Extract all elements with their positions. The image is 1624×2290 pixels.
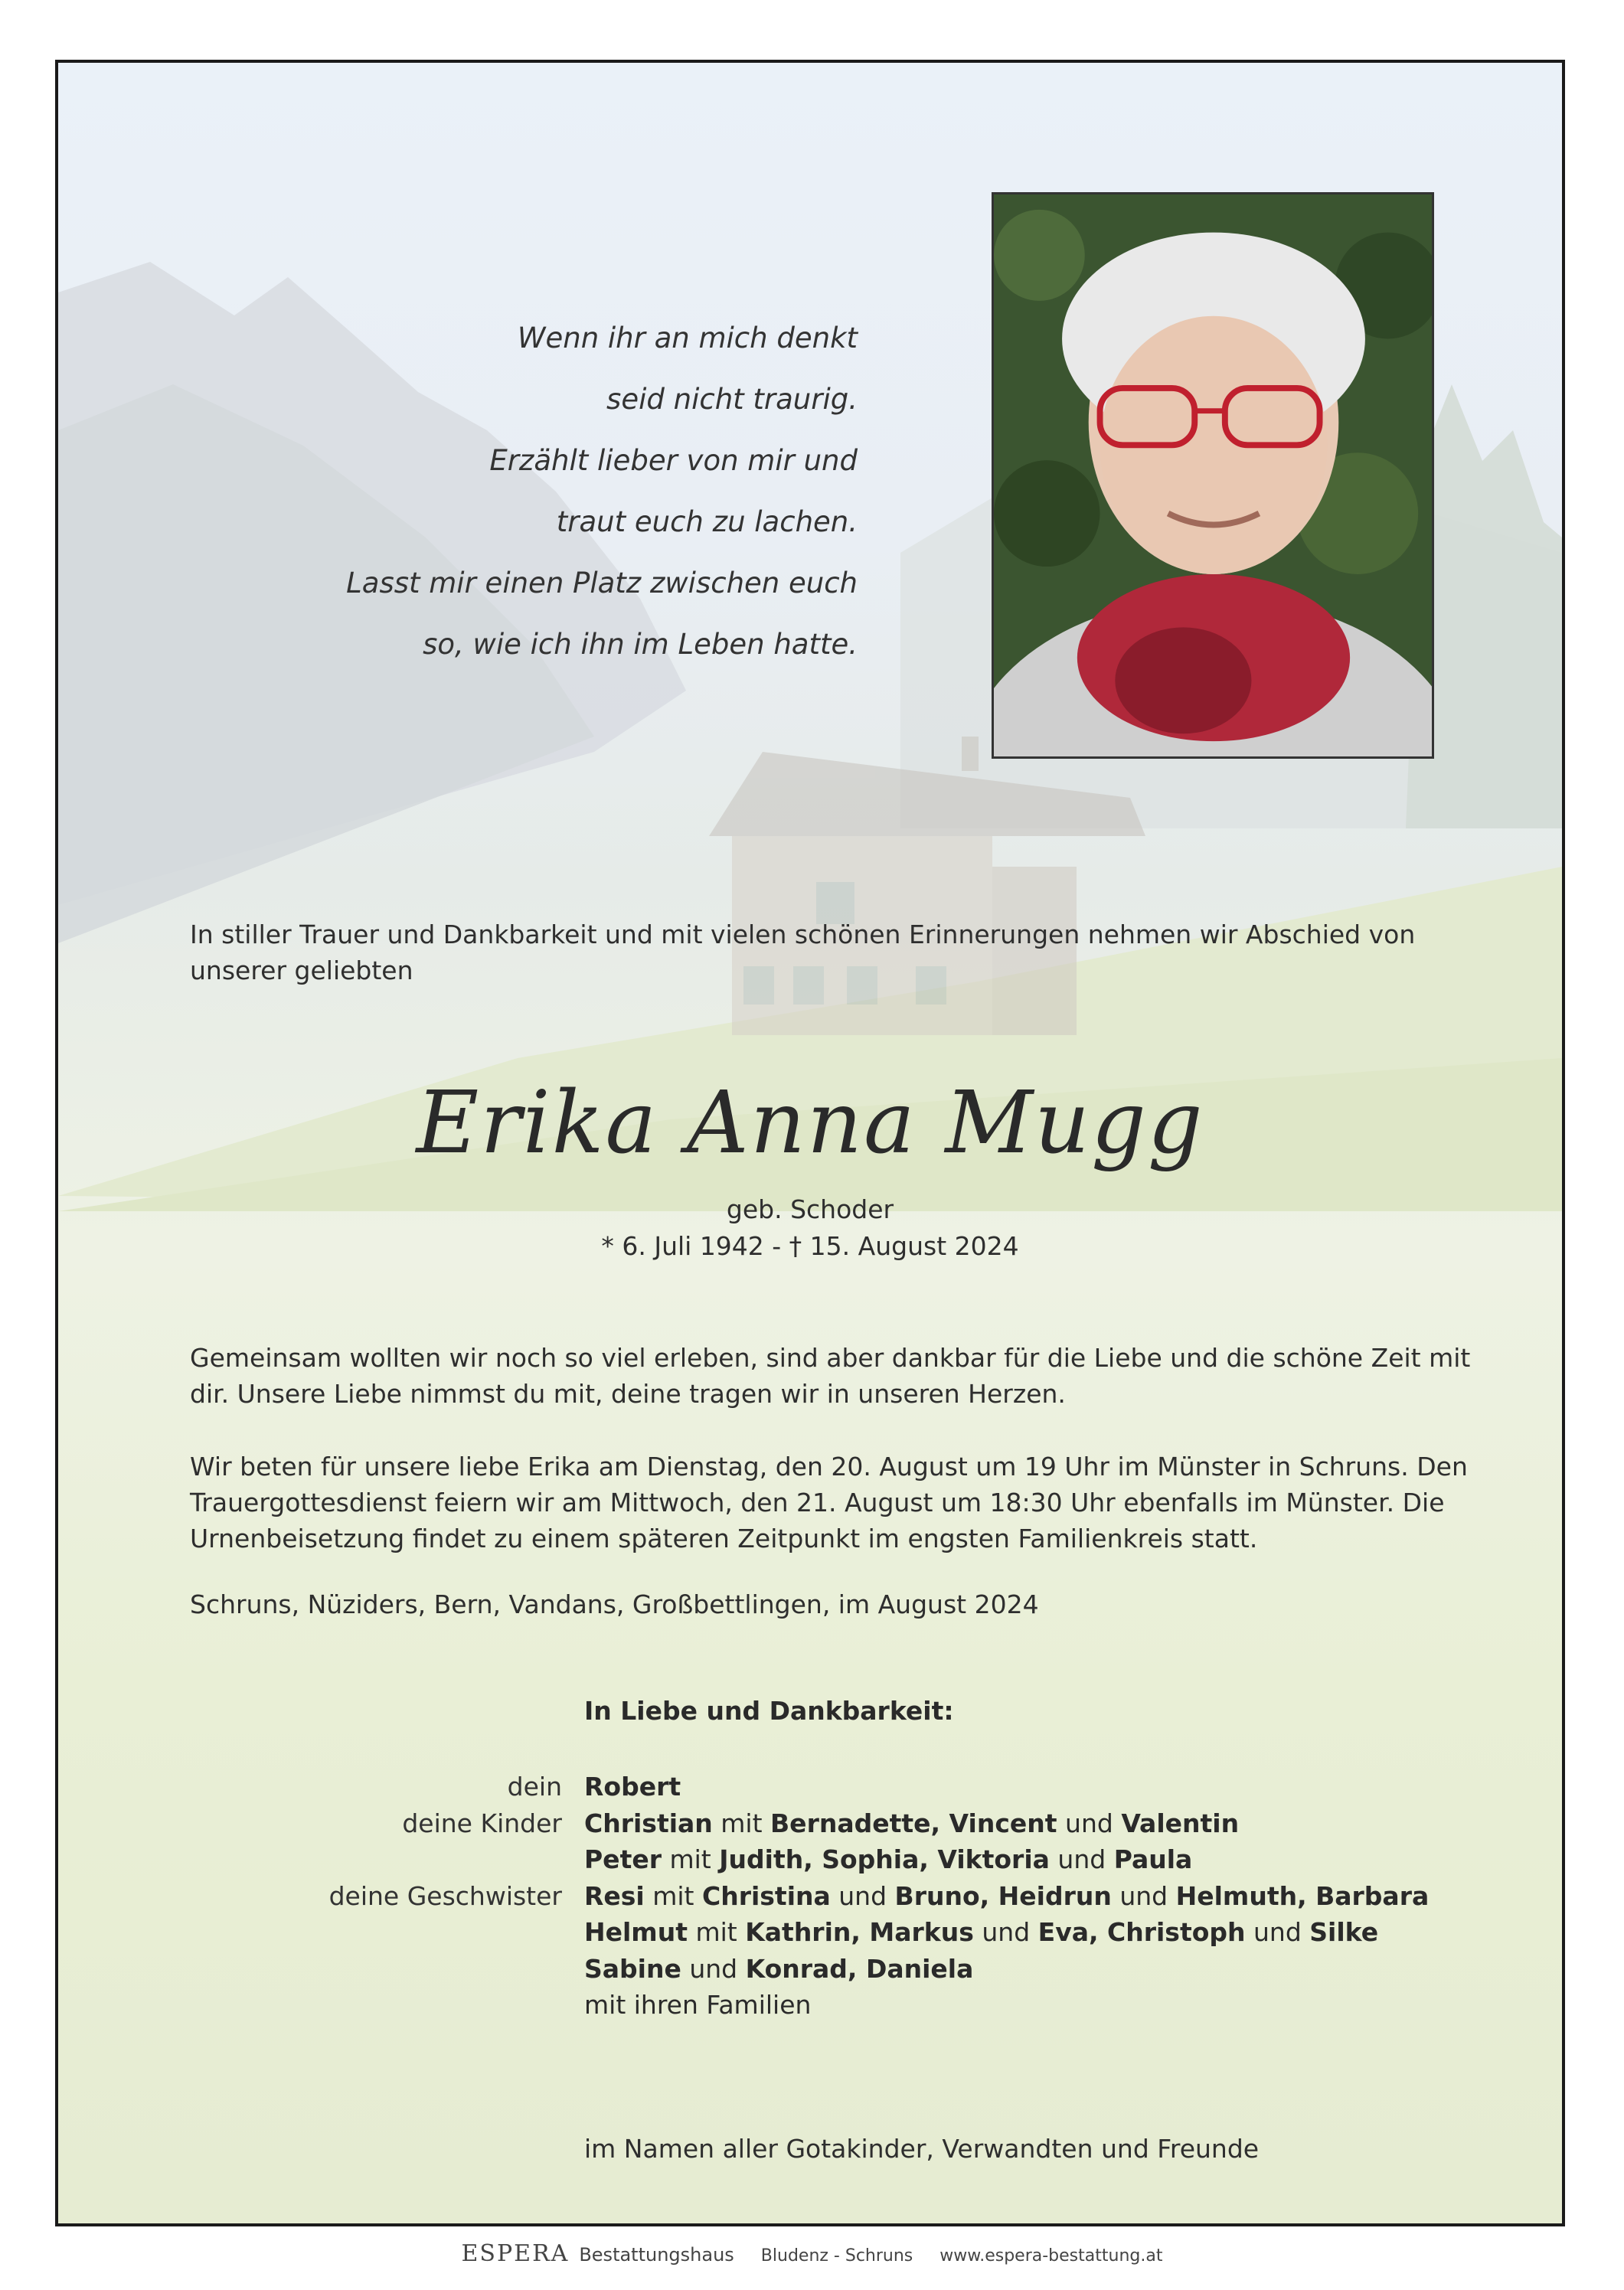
family-connector: und <box>830 1880 895 1911</box>
family-row <box>58 1841 1562 1878</box>
family-connector: mit ihren Familien <box>584 1990 812 2020</box>
family-connector: und <box>681 1953 746 1984</box>
family-member-name: Robert <box>584 1772 681 1802</box>
family-member-name: Helmut <box>584 1917 688 1947</box>
footer <box>0 2240 1624 2267</box>
family-member-name: Bruno, Heidrun <box>894 1880 1112 1911</box>
family-relation-label: dein <box>507 1772 562 1802</box>
service-details-paragraph: Wir beten für unsere liebe Erika am Dienstag, den 20. August um 19 Uhr im Münster in Schruns. Den Trauergottesdienst feiern wir am Mittwoch, den 21. August um 18:30 Uhr ebenfalls im Münster. Die Urnenbeisetzung findet zu einem späteren Zeitpunkt im engsten Familienkreis statt. <box>190 1452 1468 1553</box>
maiden-name: geb. Schoder <box>726 1194 894 1224</box>
family-row <box>58 1987 1562 2024</box>
family-member-name: Konrad, Daniela <box>745 1953 974 1984</box>
family-names <box>584 1951 973 1988</box>
message-paragraph: Gemeinsam wollten wir noch so viel erleben, sind aber dankbar für die Liebe und die schöne Zeit mit dir. Unsere Liebe nimmst du mit, deine tragen wir in unseren Herzen. <box>190 1343 1471 1409</box>
family-member-name: Sabine <box>584 1953 681 1984</box>
family-relation-label: deine Kinder <box>402 1808 562 1838</box>
family-names <box>584 1987 811 2024</box>
family-list <box>58 1769 1562 2024</box>
memorial-poem <box>245 308 858 675</box>
family-member-name: Christina <box>701 1880 831 1911</box>
family-connector: mit <box>662 1844 720 1874</box>
family-connector: und <box>1111 1880 1176 1911</box>
brand-subtitle: Bestattungshaus <box>579 2244 734 2265</box>
closing-line: im Namen aller Gotakinder, Verwandten und Freunde <box>584 2134 1260 2164</box>
family-row <box>58 1878 1562 1915</box>
obituary-frame <box>55 60 1565 2226</box>
family-member-name: Bernadette, Vincent <box>770 1808 1057 1838</box>
poem-line: seid nicht traurig. <box>606 383 858 416</box>
family-member-name: Helmuth, Barbara <box>1175 1880 1430 1911</box>
family-member-name: Paula <box>1113 1844 1193 1874</box>
family-row <box>58 1769 1562 1805</box>
family-member-name: Valentin <box>1121 1808 1240 1838</box>
intro-text: In stiller Trauer und Dankbarkeit und mit vielen schönen Erinnerungen nehmen wir Abschied von unserer geliebten <box>190 920 1416 985</box>
family-connector: und <box>1245 1917 1310 1947</box>
place-date: Schruns, Nüziders, Bern, Vandans, Großbettlingen, im August 2024 <box>190 1589 1039 1619</box>
family-row <box>58 1914 1562 1951</box>
family-names <box>584 1841 1192 1878</box>
family-connector: und <box>1057 1808 1122 1838</box>
family-names <box>584 1769 681 1805</box>
family-relation-label: deine Geschwister <box>328 1880 562 1911</box>
family-row <box>58 1805 1562 1842</box>
family-member-name: Judith, Sophia, Viktoria <box>719 1844 1050 1874</box>
poem-line: Erzählt lieber von mir und <box>489 444 858 477</box>
family-connector: mit <box>712 1808 771 1838</box>
poem-line: traut euch zu lachen. <box>556 505 858 538</box>
family-member-name: Peter <box>584 1844 662 1874</box>
family-member-name: Resi <box>584 1880 645 1911</box>
portrait-photo <box>992 192 1434 759</box>
poem-line: Lasst mir einen Platz zwischen euch <box>346 567 858 599</box>
family-heading: In Liebe und Dankbarkeit: <box>584 1696 954 1726</box>
brand-locations: Bludenz - Schruns <box>760 2246 913 2265</box>
brand-name: ESPERA <box>461 2240 570 2267</box>
family-names <box>584 1878 1429 1915</box>
poem-line: so, wie ich ihn im Leben hatte. <box>423 628 858 661</box>
brand-website: www.espera-bestattung.at <box>939 2246 1163 2265</box>
family-member-name: Christian <box>584 1808 713 1838</box>
family-names <box>584 1805 1239 1842</box>
family-connector: mit <box>644 1880 702 1911</box>
family-connector: und <box>973 1917 1038 1947</box>
family-row <box>58 1951 1562 1988</box>
family-member-name: Eva, Christoph <box>1037 1917 1246 1947</box>
poem-line: Wenn ihr an mich denkt <box>517 322 858 354</box>
family-connector: und <box>1049 1844 1114 1874</box>
family-connector: mit <box>687 1917 746 1947</box>
family-member-name: Silke <box>1309 1917 1379 1947</box>
life-dates: * 6. Juli 1942 - † 15. August 2024 <box>601 1231 1019 1261</box>
deceased-name: Erika Anna Mugg <box>416 1073 1204 1173</box>
family-member-name: Kathrin, Markus <box>745 1917 974 1947</box>
family-names <box>584 1914 1378 1951</box>
